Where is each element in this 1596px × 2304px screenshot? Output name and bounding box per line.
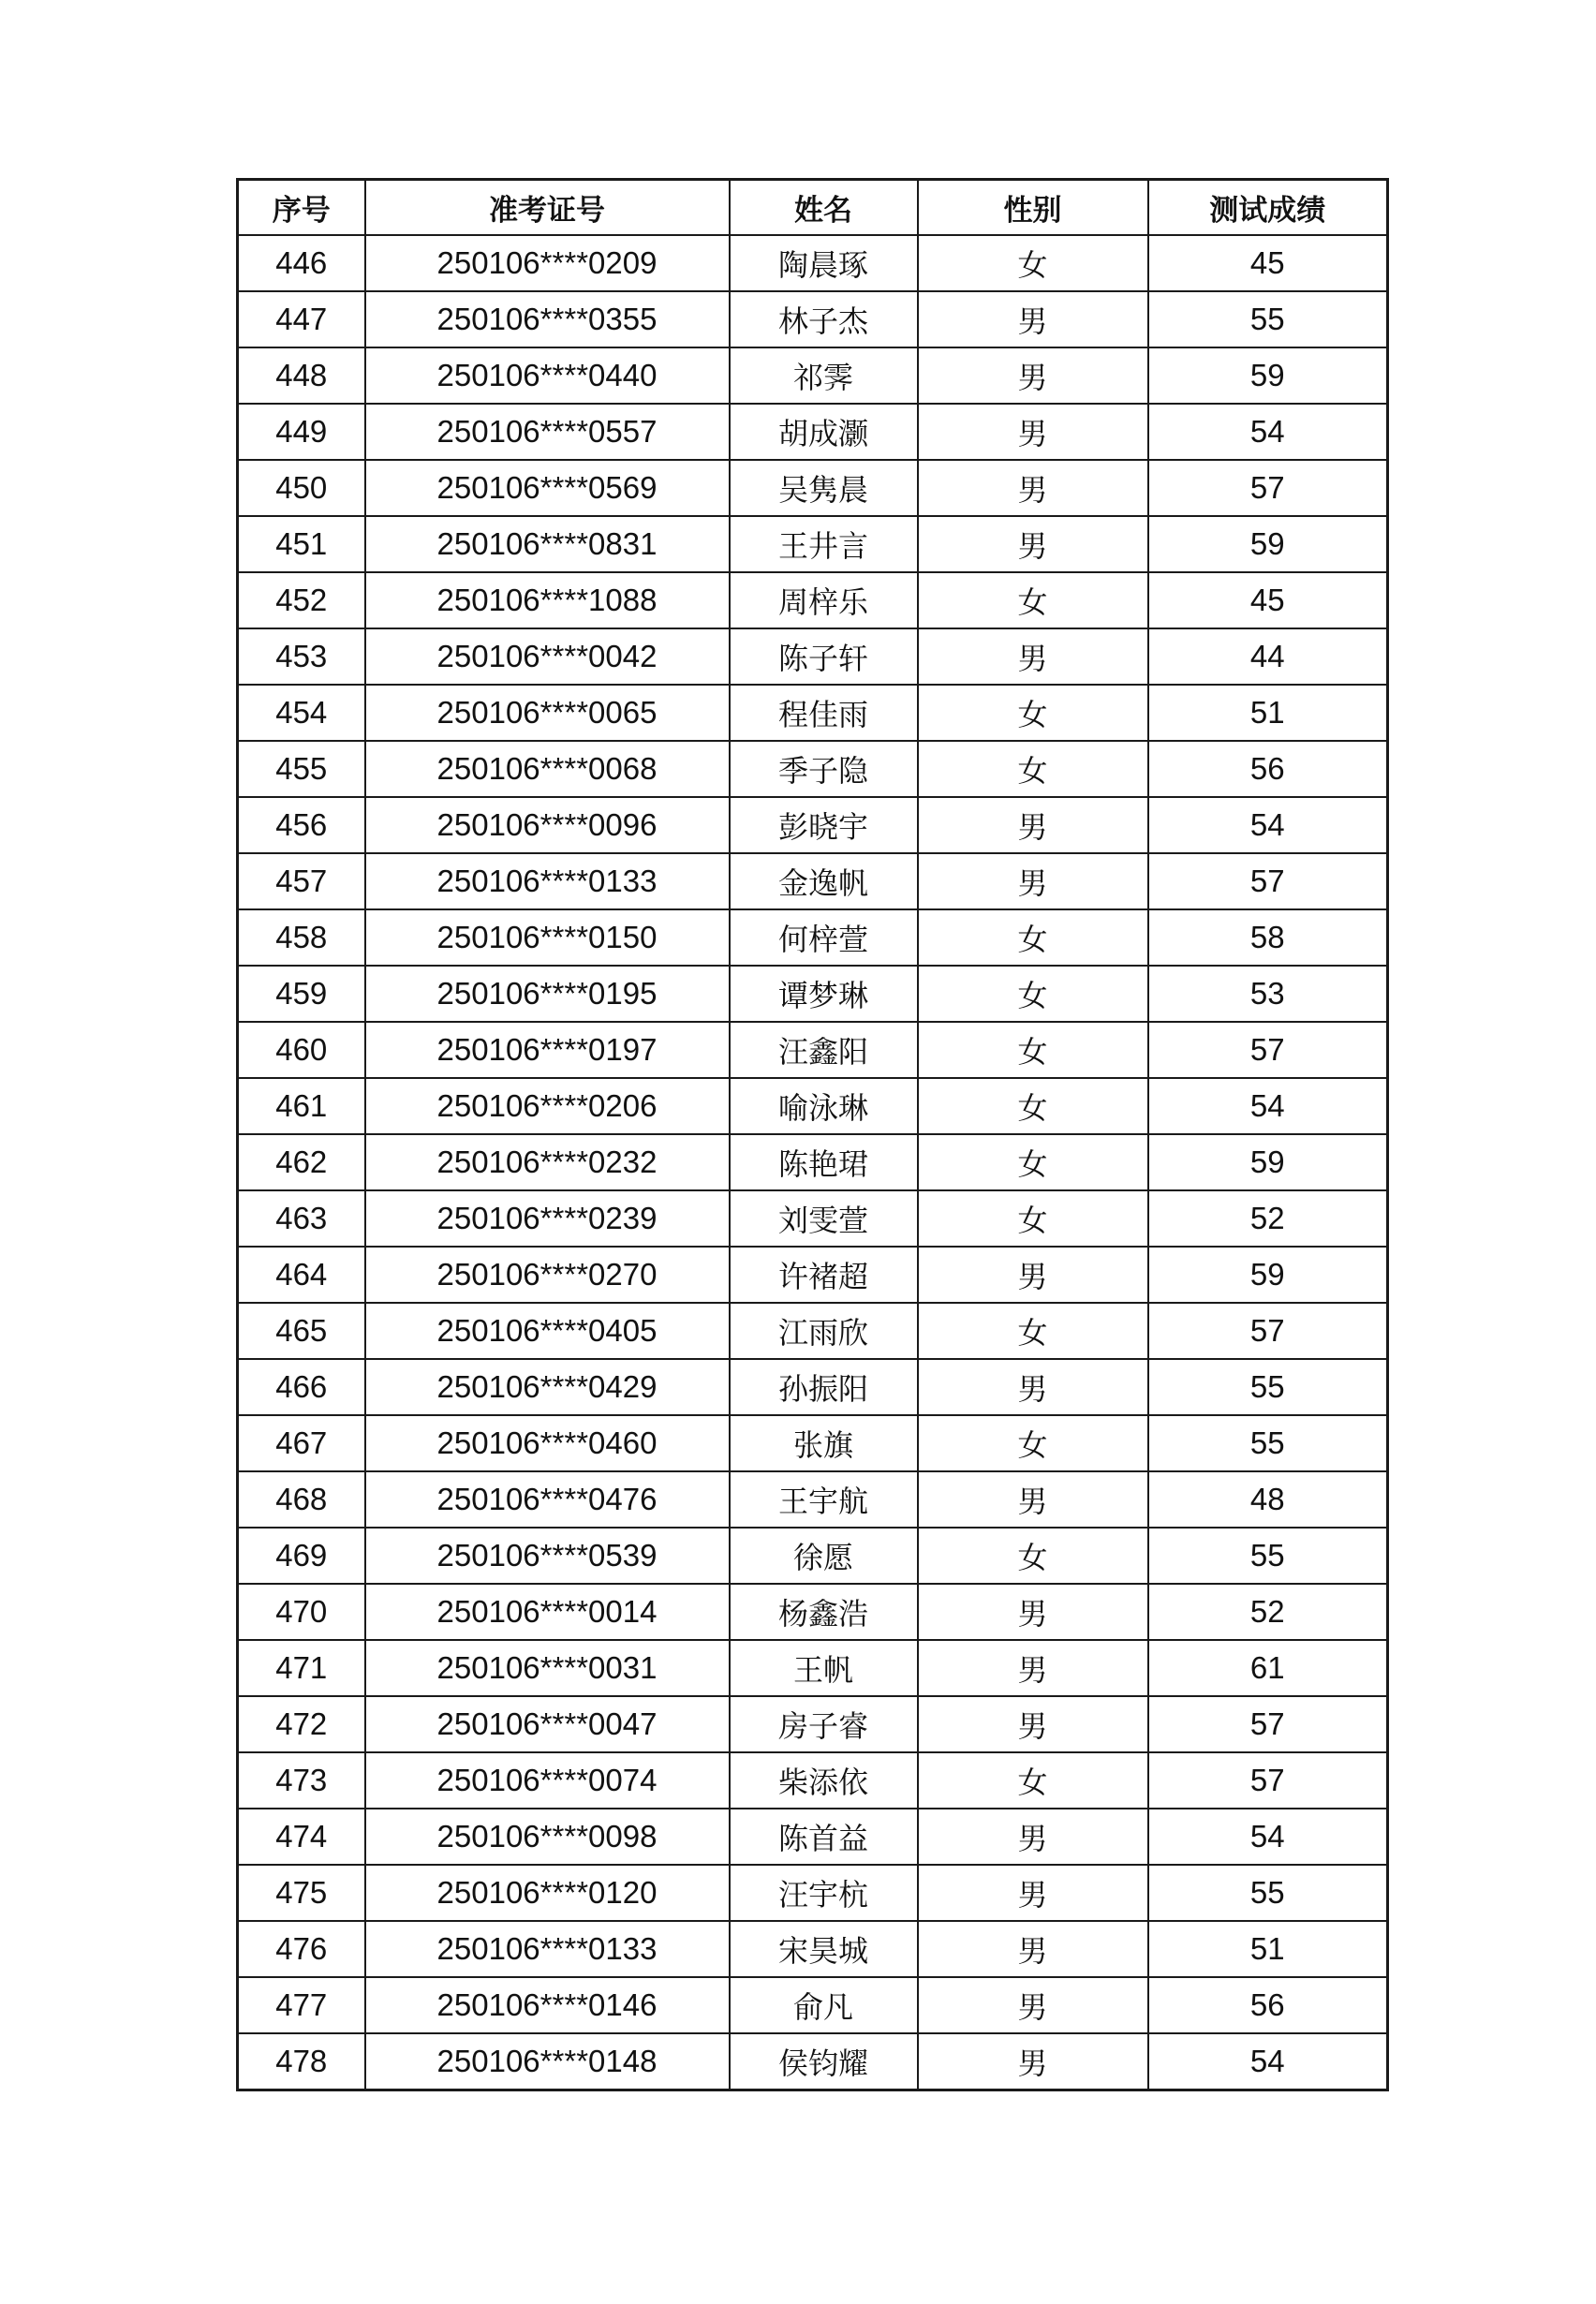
table-row xyxy=(238,1752,1388,1809)
cell-ticket-number: 250106****0569 xyxy=(365,460,730,516)
cell-gender: 女 xyxy=(918,685,1148,741)
cell-index: 447 xyxy=(238,291,365,347)
table-row xyxy=(238,1359,1388,1415)
cell-index: 451 xyxy=(238,516,365,572)
table-row xyxy=(238,685,1388,741)
cell-gender: 男 xyxy=(918,1809,1148,1865)
cell-index: 455 xyxy=(238,741,365,797)
cell-name: 汪宇杭 xyxy=(730,1865,918,1921)
cell-index: 453 xyxy=(238,628,365,685)
cell-index: 464 xyxy=(238,1247,365,1303)
cell-name: 彭晓宇 xyxy=(730,797,918,853)
cell-name: 何梓萱 xyxy=(730,909,918,966)
cell-gender: 男 xyxy=(918,1865,1148,1921)
cell-gender: 女 xyxy=(918,235,1148,291)
cell-name: 王宇航 xyxy=(730,1471,918,1528)
cell-name: 柴添依 xyxy=(730,1752,918,1809)
table-row xyxy=(238,1303,1388,1359)
cell-ticket-number: 250106****0232 xyxy=(365,1134,730,1190)
cell-gender: 男 xyxy=(918,797,1148,853)
cell-score: 55 xyxy=(1148,1415,1388,1471)
cell-ticket-number: 250106****0476 xyxy=(365,1471,730,1528)
cell-score: 54 xyxy=(1148,1809,1388,1865)
table-row xyxy=(238,1528,1388,1584)
table-row xyxy=(238,1696,1388,1752)
cell-gender: 男 xyxy=(918,2033,1148,2090)
cell-gender: 女 xyxy=(918,572,1148,628)
cell-name: 宋昊城 xyxy=(730,1921,918,1977)
cell-index: 459 xyxy=(238,966,365,1022)
table-row xyxy=(238,2033,1388,2090)
cell-index: 462 xyxy=(238,1134,365,1190)
cell-gender: 男 xyxy=(918,1584,1148,1640)
cell-ticket-number: 250106****0831 xyxy=(365,516,730,572)
cell-ticket-number: 250106****0195 xyxy=(365,966,730,1022)
cell-name: 房子睿 xyxy=(730,1696,918,1752)
cell-ticket-number: 250106****1088 xyxy=(365,572,730,628)
cell-gender: 男 xyxy=(918,460,1148,516)
score-sheet xyxy=(236,178,1386,2091)
cell-ticket-number: 250106****0133 xyxy=(365,1921,730,1977)
cell-score: 51 xyxy=(1148,685,1388,741)
header-score: 测试成绩 xyxy=(1148,180,1388,236)
table-row xyxy=(238,1134,1388,1190)
cell-ticket-number: 250106****0557 xyxy=(365,404,730,460)
cell-name: 陈首益 xyxy=(730,1809,918,1865)
cell-name: 陈子轩 xyxy=(730,628,918,685)
cell-ticket-number: 250106****0405 xyxy=(365,1303,730,1359)
cell-ticket-number: 250106****0068 xyxy=(365,741,730,797)
cell-name: 孙振阳 xyxy=(730,1359,918,1415)
cell-score: 54 xyxy=(1148,797,1388,853)
cell-score: 57 xyxy=(1148,853,1388,909)
cell-index: 461 xyxy=(238,1078,365,1134)
header-gender: 性别 xyxy=(918,180,1148,236)
cell-index: 449 xyxy=(238,404,365,460)
cell-gender: 男 xyxy=(918,853,1148,909)
cell-ticket-number: 250106****0120 xyxy=(365,1865,730,1921)
cell-index: 463 xyxy=(238,1190,365,1247)
score-table xyxy=(236,178,1389,2091)
cell-index: 446 xyxy=(238,235,365,291)
table-body xyxy=(238,235,1388,2090)
cell-score: 57 xyxy=(1148,1022,1388,1078)
cell-score: 57 xyxy=(1148,1303,1388,1359)
cell-score: 51 xyxy=(1148,1921,1388,1977)
cell-ticket-number: 250106****0206 xyxy=(365,1078,730,1134)
cell-gender: 男 xyxy=(918,516,1148,572)
table-row xyxy=(238,291,1388,347)
cell-index: 450 xyxy=(238,460,365,516)
cell-name: 谭梦琳 xyxy=(730,966,918,1022)
cell-gender: 女 xyxy=(918,1022,1148,1078)
cell-ticket-number: 250106****0539 xyxy=(365,1528,730,1584)
cell-score: 56 xyxy=(1148,741,1388,797)
table-row xyxy=(238,460,1388,516)
cell-index: 454 xyxy=(238,685,365,741)
table-row xyxy=(238,966,1388,1022)
cell-index: 456 xyxy=(238,797,365,853)
cell-score: 59 xyxy=(1148,1134,1388,1190)
cell-index: 452 xyxy=(238,572,365,628)
table-row xyxy=(238,1809,1388,1865)
cell-gender: 男 xyxy=(918,404,1148,460)
cell-name: 程佳雨 xyxy=(730,685,918,741)
cell-score: 59 xyxy=(1148,347,1388,404)
cell-ticket-number: 250106****0031 xyxy=(365,1640,730,1696)
cell-index: 457 xyxy=(238,853,365,909)
cell-name: 张旗 xyxy=(730,1415,918,1471)
cell-name: 江雨欣 xyxy=(730,1303,918,1359)
cell-name: 胡成灏 xyxy=(730,404,918,460)
cell-name: 林子杰 xyxy=(730,291,918,347)
cell-name: 徐愿 xyxy=(730,1528,918,1584)
cell-index: 448 xyxy=(238,347,365,404)
table-row xyxy=(238,1471,1388,1528)
cell-gender: 女 xyxy=(918,966,1148,1022)
cell-score: 54 xyxy=(1148,2033,1388,2090)
cell-ticket-number: 250106****0065 xyxy=(365,685,730,741)
table-row xyxy=(238,1584,1388,1640)
cell-score: 52 xyxy=(1148,1190,1388,1247)
cell-score: 57 xyxy=(1148,460,1388,516)
cell-name: 刘雯萱 xyxy=(730,1190,918,1247)
cell-score: 44 xyxy=(1148,628,1388,685)
cell-gender: 女 xyxy=(918,1415,1148,1471)
table-row xyxy=(238,1977,1388,2033)
cell-index: 471 xyxy=(238,1640,365,1696)
cell-gender: 女 xyxy=(918,909,1148,966)
cell-score: 57 xyxy=(1148,1752,1388,1809)
table-header-row xyxy=(238,180,1388,236)
cell-ticket-number: 250106****0133 xyxy=(365,853,730,909)
cell-ticket-number: 250106****0014 xyxy=(365,1584,730,1640)
table-row xyxy=(238,235,1388,291)
cell-name: 王井言 xyxy=(730,516,918,572)
cell-gender: 男 xyxy=(918,1247,1148,1303)
cell-name: 许褚超 xyxy=(730,1247,918,1303)
table-row xyxy=(238,1865,1388,1921)
table-row xyxy=(238,347,1388,404)
cell-index: 477 xyxy=(238,1977,365,2033)
cell-index: 472 xyxy=(238,1696,365,1752)
table-row xyxy=(238,404,1388,460)
table-row xyxy=(238,741,1388,797)
header-ticket-number: 准考证号 xyxy=(365,180,730,236)
cell-gender: 女 xyxy=(918,1528,1148,1584)
cell-ticket-number: 250106****0355 xyxy=(365,291,730,347)
cell-gender: 女 xyxy=(918,1303,1148,1359)
cell-score: 56 xyxy=(1148,1977,1388,2033)
cell-name: 祁霁 xyxy=(730,347,918,404)
cell-name: 汪鑫阳 xyxy=(730,1022,918,1078)
cell-name: 俞凡 xyxy=(730,1977,918,2033)
header-name: 姓名 xyxy=(730,180,918,236)
cell-index: 466 xyxy=(238,1359,365,1415)
cell-score: 61 xyxy=(1148,1640,1388,1696)
cell-gender: 女 xyxy=(918,1752,1148,1809)
cell-gender: 女 xyxy=(918,1190,1148,1247)
table-row xyxy=(238,797,1388,853)
cell-index: 476 xyxy=(238,1921,365,1977)
cell-score: 55 xyxy=(1148,1359,1388,1415)
table-row xyxy=(238,1078,1388,1134)
cell-score: 45 xyxy=(1148,235,1388,291)
cell-score: 55 xyxy=(1148,291,1388,347)
cell-gender: 男 xyxy=(918,291,1148,347)
cell-index: 470 xyxy=(238,1584,365,1640)
cell-ticket-number: 250106****0074 xyxy=(365,1752,730,1809)
table-row xyxy=(238,572,1388,628)
table-row xyxy=(238,853,1388,909)
cell-ticket-number: 250106****0098 xyxy=(365,1809,730,1865)
cell-index: 465 xyxy=(238,1303,365,1359)
cell-name: 季子隐 xyxy=(730,741,918,797)
cell-score: 45 xyxy=(1148,572,1388,628)
table-row xyxy=(238,516,1388,572)
table-row xyxy=(238,1190,1388,1247)
cell-ticket-number: 250106****0429 xyxy=(365,1359,730,1415)
cell-index: 467 xyxy=(238,1415,365,1471)
cell-gender: 男 xyxy=(918,1359,1148,1415)
cell-name: 杨鑫浩 xyxy=(730,1584,918,1640)
cell-gender: 男 xyxy=(918,1640,1148,1696)
cell-ticket-number: 250106****0148 xyxy=(365,2033,730,2090)
cell-gender: 男 xyxy=(918,1471,1148,1528)
cell-gender: 男 xyxy=(918,1696,1148,1752)
cell-ticket-number: 250106****0197 xyxy=(365,1022,730,1078)
cell-score: 55 xyxy=(1148,1528,1388,1584)
cell-score: 55 xyxy=(1148,1865,1388,1921)
cell-score: 54 xyxy=(1148,1078,1388,1134)
cell-name: 金逸帆 xyxy=(730,853,918,909)
cell-index: 475 xyxy=(238,1865,365,1921)
table-row xyxy=(238,628,1388,685)
cell-score: 54 xyxy=(1148,404,1388,460)
cell-gender: 男 xyxy=(918,1921,1148,1977)
table-row xyxy=(238,1247,1388,1303)
cell-name: 周梓乐 xyxy=(730,572,918,628)
cell-gender: 女 xyxy=(918,1078,1148,1134)
cell-score: 57 xyxy=(1148,1696,1388,1752)
cell-score: 58 xyxy=(1148,909,1388,966)
cell-name: 王帆 xyxy=(730,1640,918,1696)
cell-index: 458 xyxy=(238,909,365,966)
cell-score: 59 xyxy=(1148,1247,1388,1303)
cell-ticket-number: 250106****0096 xyxy=(365,797,730,853)
cell-index: 473 xyxy=(238,1752,365,1809)
cell-gender: 女 xyxy=(918,1134,1148,1190)
table-row xyxy=(238,1921,1388,1977)
cell-gender: 男 xyxy=(918,347,1148,404)
cell-score: 48 xyxy=(1148,1471,1388,1528)
cell-ticket-number: 250106****0047 xyxy=(365,1696,730,1752)
table-row xyxy=(238,1640,1388,1696)
cell-score: 53 xyxy=(1148,966,1388,1022)
cell-index: 474 xyxy=(238,1809,365,1865)
cell-name: 喻泳琳 xyxy=(730,1078,918,1134)
cell-name: 吴隽晨 xyxy=(730,460,918,516)
cell-score: 52 xyxy=(1148,1584,1388,1640)
cell-gender: 男 xyxy=(918,1977,1148,2033)
cell-ticket-number: 250106****0209 xyxy=(365,235,730,291)
cell-name: 陈艳珺 xyxy=(730,1134,918,1190)
cell-ticket-number: 250106****0150 xyxy=(365,909,730,966)
cell-name: 侯钧耀 xyxy=(730,2033,918,2090)
cell-name: 陶晨琢 xyxy=(730,235,918,291)
table-row xyxy=(238,909,1388,966)
cell-ticket-number: 250106****0270 xyxy=(365,1247,730,1303)
table-row xyxy=(238,1415,1388,1471)
table-row xyxy=(238,1022,1388,1078)
cell-index: 469 xyxy=(238,1528,365,1584)
cell-ticket-number: 250106****0460 xyxy=(365,1415,730,1471)
cell-ticket-number: 250106****0146 xyxy=(365,1977,730,2033)
cell-index: 478 xyxy=(238,2033,365,2090)
cell-ticket-number: 250106****0440 xyxy=(365,347,730,404)
cell-gender: 女 xyxy=(918,741,1148,797)
cell-ticket-number: 250106****0042 xyxy=(365,628,730,685)
cell-gender: 男 xyxy=(918,628,1148,685)
cell-ticket-number: 250106****0239 xyxy=(365,1190,730,1247)
cell-index: 460 xyxy=(238,1022,365,1078)
cell-score: 59 xyxy=(1148,516,1388,572)
header-index: 序号 xyxy=(238,180,365,236)
cell-index: 468 xyxy=(238,1471,365,1528)
